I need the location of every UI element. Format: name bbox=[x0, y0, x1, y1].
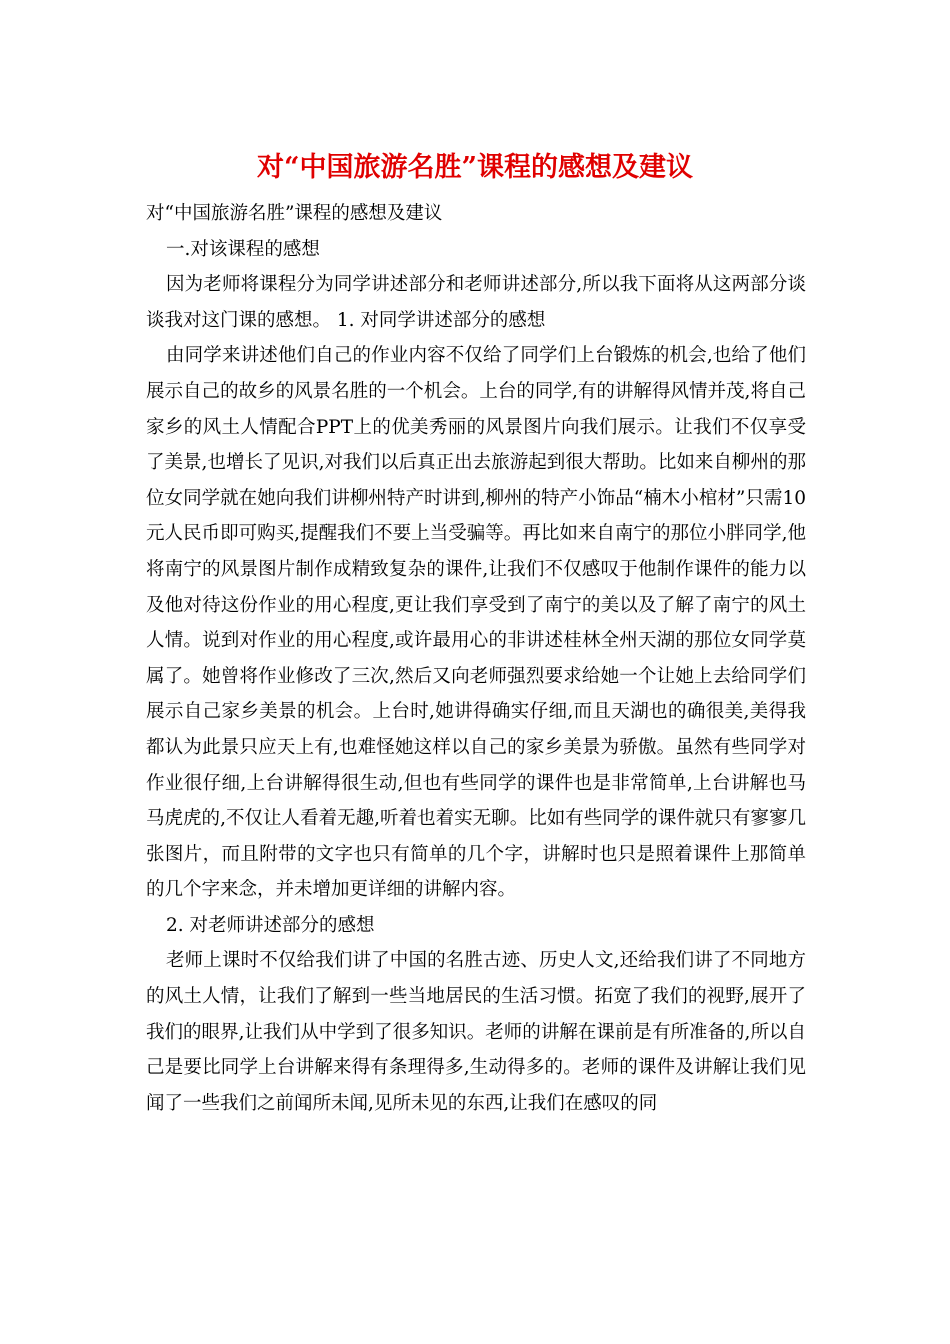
section-heading: 一.对该课程的感想 bbox=[166, 238, 320, 260]
body-heading: 对“中国旅游名胜”课程的感想及建议 bbox=[146, 203, 443, 224]
paragraph: 因为老师将课程分为同学讲述部分和老师讲述部分,所以我下面将从这两部分谈谈我对这门课的感想。 1. 对同学讲述部分的感想 bbox=[146, 274, 806, 331]
document-body bbox=[146, 196, 806, 1121]
paragraph: 老师上课时不仅给我们讲了中国的名胜古迹、历史人文,还给我们讲了不同地方的风土人情，让我们了解到一些当地居民的生活习惯。拓宽了我们的视野,展开了我们的眼界,让我们从中学到了很多知识。老师的讲解在课前是有所准备的,所以自己是要比同学上台讲解来得有条理得多,生动得多的。老师的课件及讲解让我们见闻了一些我们之前闻所未闻,见所未见的东西,让我们在感叹的同 bbox=[146, 950, 806, 1114]
document-title: 对“中国旅游名胜”课程的感想及建议 bbox=[256, 152, 694, 183]
paragraph: 由同学来讲述他们自己的作业内容不仅给了同学们上台锻炼的机会,也给了他们展示自己的故乡的风景名胜的一个机会。上台的同学,有的讲解得风情并茂,将自己家乡的风土人情配合PPT上的优美秀丽的风景图片向我们展示。让我们不仅享受了美景,也增长了见识,对我们以后真正出去旅游起到很大帮助。比如来自柳州的那位女同学就在她向我们讲柳州特产时讲到,柳州的特产小饰品“楠木小棺材”只需10元人民币即可购买,提醒我们不要上当受骗等。再比如来自南宁的那位小胖同学,他将南宁的风景图片制作成精致复杂的课件,让我们不仅感叹于他制作课件的能力以及他对待这份作业的用心程度,更让我们享受到了南宁的美以及了解了南宁的风土人情。说到对作业的用心程度,或许最用心的非讲述桂林全州天湖的那位女同学莫属了。她曾将作业修改了三次,然后又向老师强烈要求给她一个让她上去给同学们展示自己家乡美景的机会。上台时,她讲得确实仔细,而且天湖也的确很美,美得我都认为此景只应天上有,也难怪她这样以自己的家乡美景为骄傲。虽然有些同学对作业很仔细,上台讲解得很生动,但也有些同学的课件也是非常简单,上台讲解也马马虎虎的,不仅让人看着无趣,听着也着实无聊。比如有些同学的课件就只有寥寥几张图片，而且附带的文字也只有简单的几个字，讲解时也只是照着课件上那简单的几个字来念，并未增加更详细的讲解内容。 bbox=[146, 345, 806, 901]
subsection-heading: 2. 对老师讲述部分的感想 bbox=[166, 914, 375, 936]
